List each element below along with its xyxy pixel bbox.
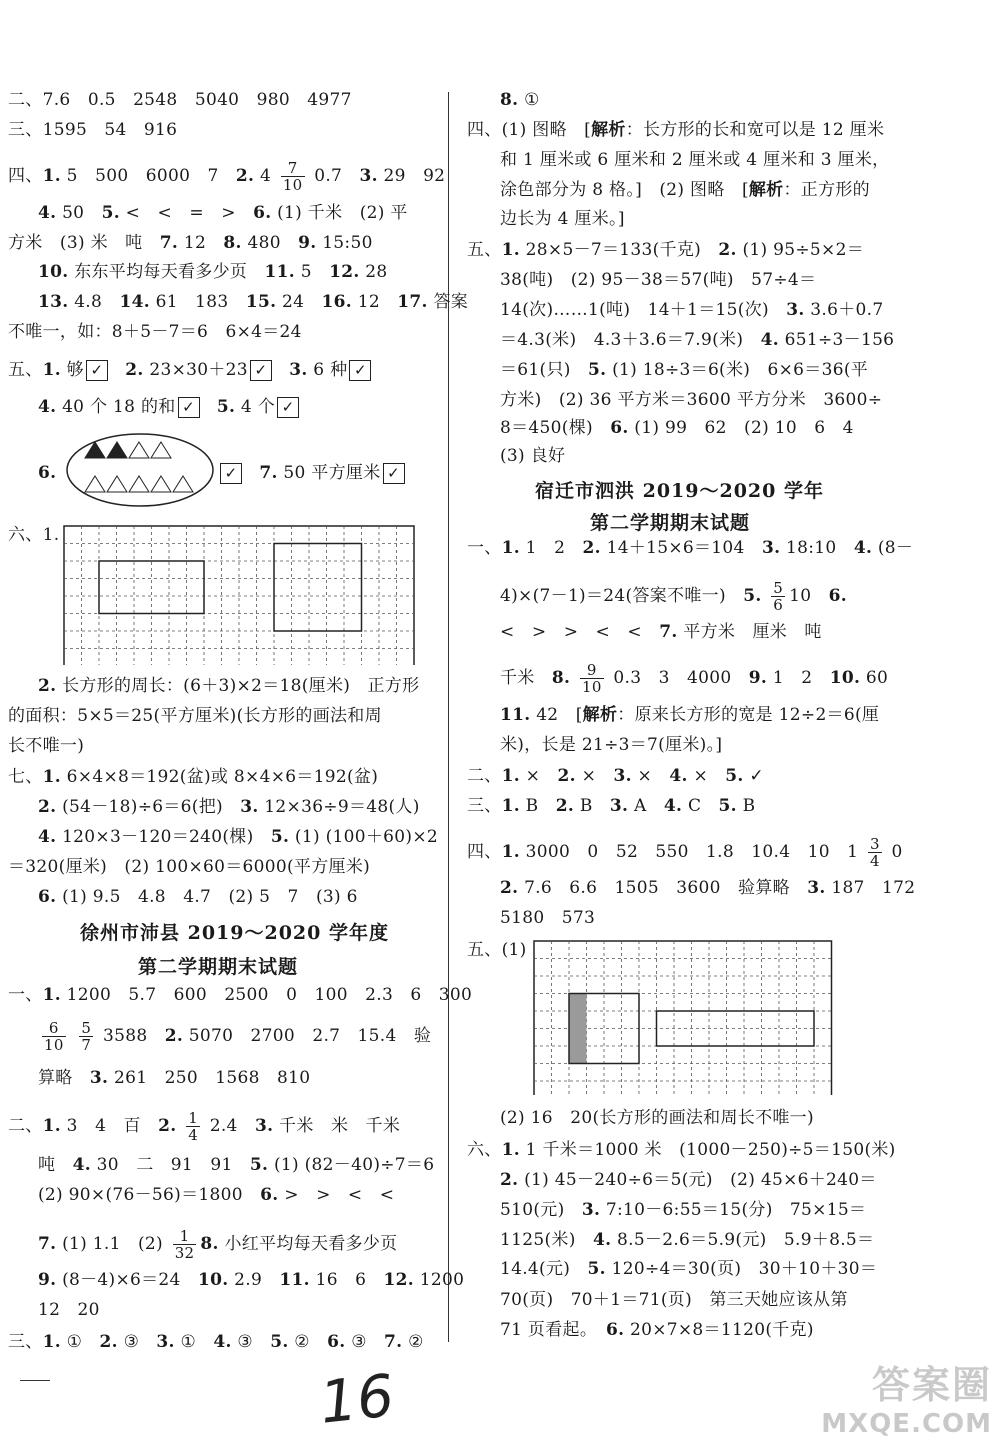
answer-line: 510(元) 3. 7:10－6:55＝15(分) 75×15＝ [500,1200,867,1220]
grid-figure [533,940,833,1095]
answer-line: 三、1. ① 2. ③ 3. ① 4. ③ 5. ② 6. ③ 7. ② [8,1332,424,1352]
answer-line: 不唯一，如：8＋5－7＝6 6×4＝24 [8,322,302,342]
answer-line: ＝320(厘米) (2) 100×60＝6000(平方厘米) [8,857,371,877]
fraction: $\frac{7}{10}$ [282,159,303,194]
column-divider [448,92,449,1342]
answer-line: 吨 4. 30 二 91 91 5. (1) (82－40)÷7＝6 [38,1155,435,1175]
answer-line: $\frac{6}{10}$ $\frac{5}{7}$ 3588 2. 5070 2700 2.7 15.4 验 [44,1019,432,1054]
answer-line: 算略 3. 261 250 1568 810 [38,1068,311,1088]
square-shape [274,544,362,632]
answer-line: (2) 90×(76－56)＝1800 6. > > < < [38,1185,395,1205]
answer-line: 70(页) 70＋1＝71(页) 第三天她应该从第 [500,1290,848,1310]
fraction: $\frac{6}{10}$ [44,1019,64,1054]
answer-line: 二、1. × 2. × 3. × 4. × 5. ✓ [467,766,764,786]
answer-line: 七、1. 6×4×8＝192(盆)或 8×4×6＝192(盆) [8,767,379,787]
answer-line: 三、1. B 2. B 3. A 4. C 5. B [467,796,756,816]
check-box-icon: ✓ [178,397,200,418]
check-box-icon: ✓ [220,463,242,484]
answer-line: 4. 50 5. < < = > 6. (1) 千米 (2) 平 [38,203,408,223]
answer-line: 8. ① [500,90,540,110]
answer-line: 六、1. [8,525,60,545]
answer-line: (2) 16 20(长方形的画法和周长不唯一) [500,1108,814,1128]
check-box-icon: ✓ [250,360,272,381]
answer-line: 2. 7.6 6.6 1505 3600 验算略 3. 187 172 [500,878,916,898]
answer-line: 千米 8. $\frac{9}{10}$ 0.3 3 4000 9. 1 2 10. 60 [500,661,889,696]
answer-line: 10. 东东平均每天看多少页 11. 5 12. 28 [38,262,388,282]
answer-line: 四、(1) 图略 [解析：长方形的长和宽可以是 12 厘米 [467,120,885,140]
answer-line: 方米 (3) 米 吨 7. 12 8. 480 9. 15:50 [8,233,373,253]
watermark-url: MXQE.COM [821,1409,992,1439]
answer-line: 五、1. 28×5－7＝133(千克) 2. (1) 95÷5×2＝ [467,240,865,260]
answer-line: ＝61(只) 5. (1) 18÷3＝6(米) 6×6＝36(平 [500,360,869,380]
fraction: $\frac{1}{4}$ [188,1109,199,1144]
answer-line: < > > < < 7. 平方米 厘米 吨 [500,622,822,642]
answer-line: 6. [38,463,57,483]
fraction: $\frac{1}{32}$ [174,1227,195,1262]
section-title: 第二学期期末试题 [138,956,299,978]
answer-line: 四、1. 3000 0 52 550 1.8 10.4 10 1 $\frac{3}{4}$ 0 [467,835,903,870]
answer-line: 五、(1) [467,940,527,960]
shaded-region [569,994,587,1064]
check-box-icon: ✓ [277,397,299,418]
answer-line: 12 20 [38,1300,100,1320]
answer-line: 4)×(7－1)＝24(答案不唯一) 5. $\frac{5}{6}$ 10 6. [500,579,848,614]
answer-line: 2. 长方形的周长：(6＋3)×2＝18(厘米) 正方形 [38,676,420,696]
answer-line: (3) 良好 [500,446,566,466]
fraction: $\frac{9}{10}$ [581,661,602,696]
answer-line: 7. (1) 1.1 (2) $\frac{1}{32}$ 8. 小红平均每天看多少页 [38,1227,398,1262]
section-title: 第二学期期末试题 [590,512,751,534]
answer-line: 6. (1) 9.5 4.8 4.7 (2) 5 7 (3) 6 [38,887,358,907]
answer-line: 四、1. 5 500 6000 7 2. 4 $\frac{7}{10}$ 0.7 3. 29 92 [8,159,446,194]
answer-line: ＝4.3(米) 4.3＋3.6＝7.9(米) 4. 651÷3－156 [500,330,895,350]
answer-line: ✓ 7. 50 平方厘米 ✓ [218,463,405,484]
grid-figure [63,525,419,665]
answer-line: 9. (8－4)×6＝24 10. 2.9 11. 16 6 12. 1200 [38,1270,465,1290]
watermark-logo-text: 答案圈 [871,1363,992,1407]
answer-line: 38(吨) (2) 95－38＝57(吨) 57÷4＝ [500,270,817,290]
fraction: $\frac{5}{7}$ [81,1019,92,1054]
answer-line: 8＝450(棵) 6. (1) 99 62 (2) 10 6 4 [500,418,854,438]
section-title: 徐州市沛县 2019～2020 学年度 [80,922,389,944]
answer-line: 米)，长是 21÷3＝7(厘米)。] [500,735,723,755]
answer-line: 六、1. 1 千米＝1000 米 (1000－250)÷5＝150(米) [467,1140,896,1160]
answer-line: 二、7.6 0.5 2548 5040 980 4977 [8,90,352,110]
answer-line: 71 页看起。 6. 20×7×8＝1120(千克) [500,1320,814,1340]
check-box-icon: ✓ [349,360,371,381]
answer-line: 五、1. 够 ✓ 2. 23×30＋23 ✓ 3. 6 种 ✓ [8,360,371,381]
answer-line: 5180 573 [500,908,596,928]
triangles-ellipse-figure [65,432,215,508]
answer-line: 二、1. 3 4 百 2. $\frac{1}{4}$ 2.4 3. 千米 米 千米 [8,1109,401,1144]
answer-line: 长不唯一) [8,736,85,756]
answer-line: 方米) (2) 36 平方米＝3600 平方分米 3600÷ [500,390,883,410]
answer-line: 三、1595 54 916 [8,120,178,140]
answer-line: 2. (1) 45－240÷6＝5(元) (2) 45×6＋240＝ [500,1170,877,1190]
answer-line: 边长为 4 厘米。] [500,209,625,229]
answer-line: 一、1. 1200 5.7 600 2500 0 100 2.3 6 300 [8,985,473,1005]
answer-line: 14(次)……1(吨) 14＋1＝15(次) 3. 3.6＋0.7 [500,300,884,320]
answer-line: 和 1 厘米或 6 厘米和 2 厘米或 4 厘米和 3 厘米， [500,150,890,170]
check-box-icon: ✓ [86,360,108,381]
answer-line: 13. 4.8 14. 61 183 15. 24 16. 12 17. 答案 [38,292,469,312]
watermark [821,1354,992,1439]
answer-line: 4. 40 个 18 的和 ✓ 5. 4 个 ✓ [38,397,299,418]
section-title: 宿迁市泗洪 2019～2020 学年 [535,480,824,502]
handwritten-page-number: 16 [316,1361,398,1437]
answer-line: 的面积：5×5＝25(平方厘米)(长方形的画法和周 [8,706,382,726]
fraction: $\frac{5}{6}$ [773,579,784,614]
footer-rule [20,1380,50,1381]
answer-line: 4. 120×3－120＝240(棵) 5. (1) (100＋60)×2 [38,827,438,847]
answer-line: 14.4(元) 5. 120÷4＝30(页) 30＋10＋30＝ [500,1259,878,1279]
answer-line: 一、1. 1 2 2. 14＋15×6＝104 3. 18:10 4. (8－ [467,538,914,558]
answer-line: 11. 42 [解析：原来长方形的宽是 12÷2＝6(厘 [500,705,880,725]
answer-line: 涂色部分为 8 格。] (2) 图略 [解析：正方形的 [500,180,870,200]
check-box-icon: ✓ [383,463,405,484]
answer-line: 2. (54－18)÷6＝6(把) 3. 12×36÷9＝48(人) [38,797,420,817]
fraction: $\frac{3}{4}$ [870,835,880,870]
answer-line: 1125(米) 4. 8.5－2.6＝5.9(元) 5.9＋8.5＝ [500,1230,875,1250]
